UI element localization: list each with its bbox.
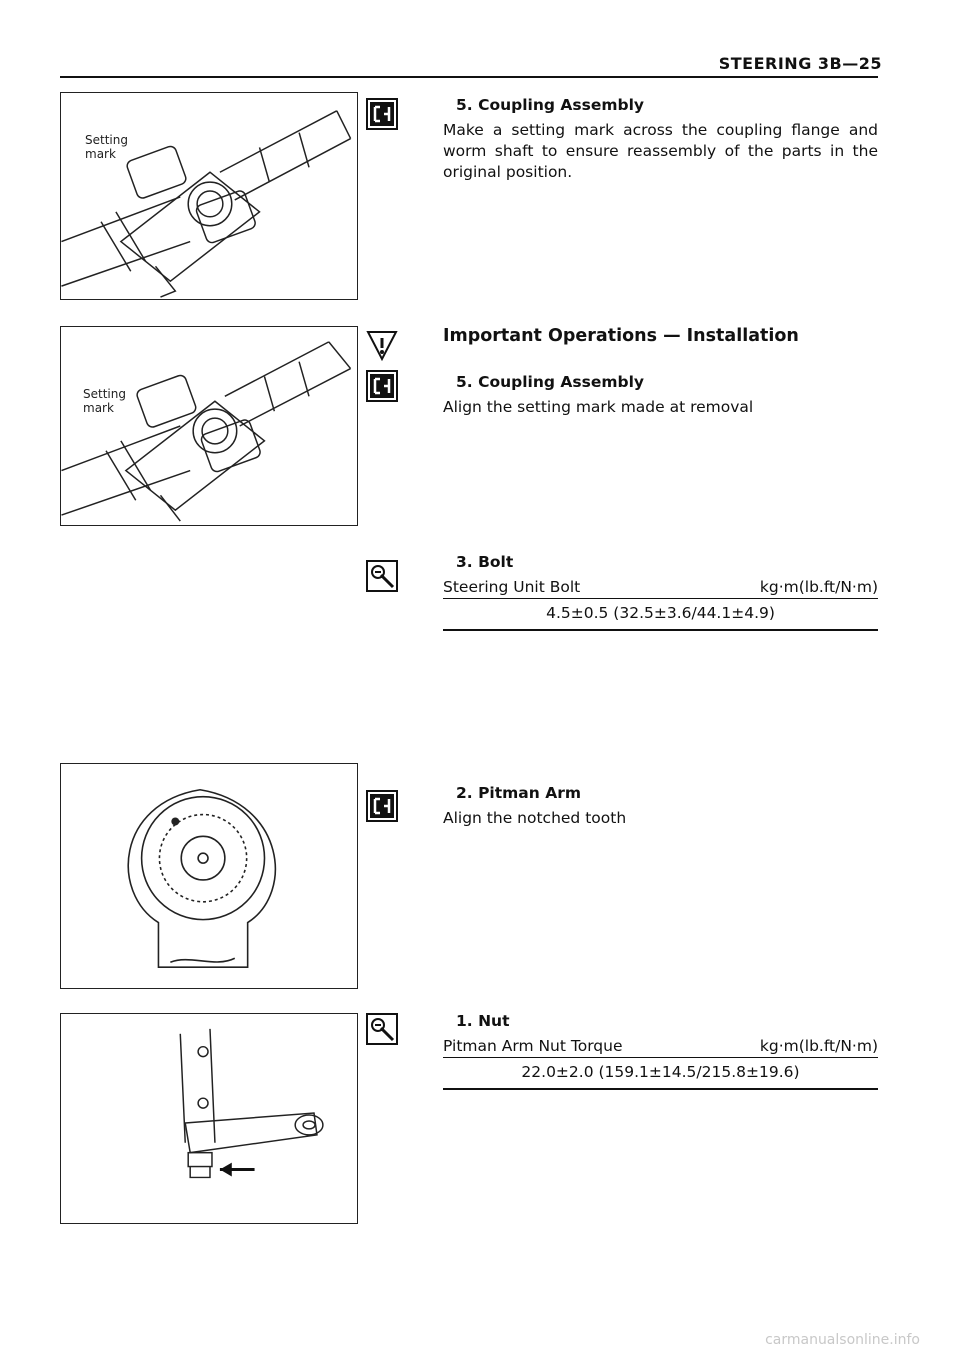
nut-spec-rule: [443, 1088, 878, 1090]
nut-torque-value: 22.0±2.0 (159.1±14.5/215.8±19.6): [521, 1063, 800, 1081]
page-header-title: STEERING 3B—25: [718, 54, 882, 73]
pitman-nut-illustration: [61, 1014, 357, 1223]
pitman-arm-illustration: [61, 764, 357, 988]
bolt-spec-rule: [443, 629, 878, 631]
header-rule: [60, 76, 878, 78]
important-operations-icon: [366, 329, 398, 361]
torque-wrench-icon: [366, 1013, 398, 1045]
setting-mark-label: Setting mark: [83, 387, 126, 415]
section-title-pitman-arm: 2. Pitman Arm: [456, 784, 581, 802]
inspect-mark-icon: [366, 98, 398, 130]
section-title-coupling-installation: 5. Coupling Assembly: [456, 373, 644, 391]
section-title-nut: 1. Nut: [456, 1012, 510, 1030]
figure-pitman-arm-nut: [60, 1013, 358, 1224]
section-title-bolt: 3. Bolt: [456, 553, 514, 571]
coupling-illustration: [61, 327, 357, 525]
watermark-text: carmanualsonline.info: [765, 1332, 920, 1348]
pitman-arm-text: Align the notched tooth: [443, 809, 627, 827]
inspect-mark-icon: [366, 370, 398, 402]
bolt-spec-header: [443, 578, 878, 599]
coupling-illustration: [61, 93, 357, 299]
nut-spec-header: [443, 1037, 878, 1058]
important-operations-heading: Important Operations — Installation: [443, 326, 799, 346]
nut-spec-label: Pitman Arm Nut Torque: [443, 1037, 623, 1055]
inspect-mark-icon: [366, 790, 398, 822]
coupling-installation-text: Align the setting mark made at removal: [443, 398, 754, 416]
torque-wrench-icon: [366, 560, 398, 592]
bolt-torque-value: 4.5±0.5 (32.5±3.6/44.1±4.9): [546, 604, 775, 622]
setting-mark-label: Setting mark: [85, 133, 128, 161]
figure-coupling-removal: [60, 92, 358, 300]
bolt-spec-label: Steering Unit Bolt: [443, 578, 581, 596]
coupling-removal-text: Make a setting mark across the coupling flange and worm shaft to ensure reassembly of the parts in the original position.: [443, 121, 878, 181]
figure-coupling-installation: [60, 326, 358, 526]
section-title-coupling-removal: 5. Coupling Assembly: [456, 96, 644, 114]
figure-pitman-arm-tooth: [60, 763, 358, 989]
nut-spec-unit: kg·m(lb.ft/N·m): [759, 1037, 878, 1055]
bolt-spec-unit: kg·m(lb.ft/N·m): [759, 578, 878, 596]
